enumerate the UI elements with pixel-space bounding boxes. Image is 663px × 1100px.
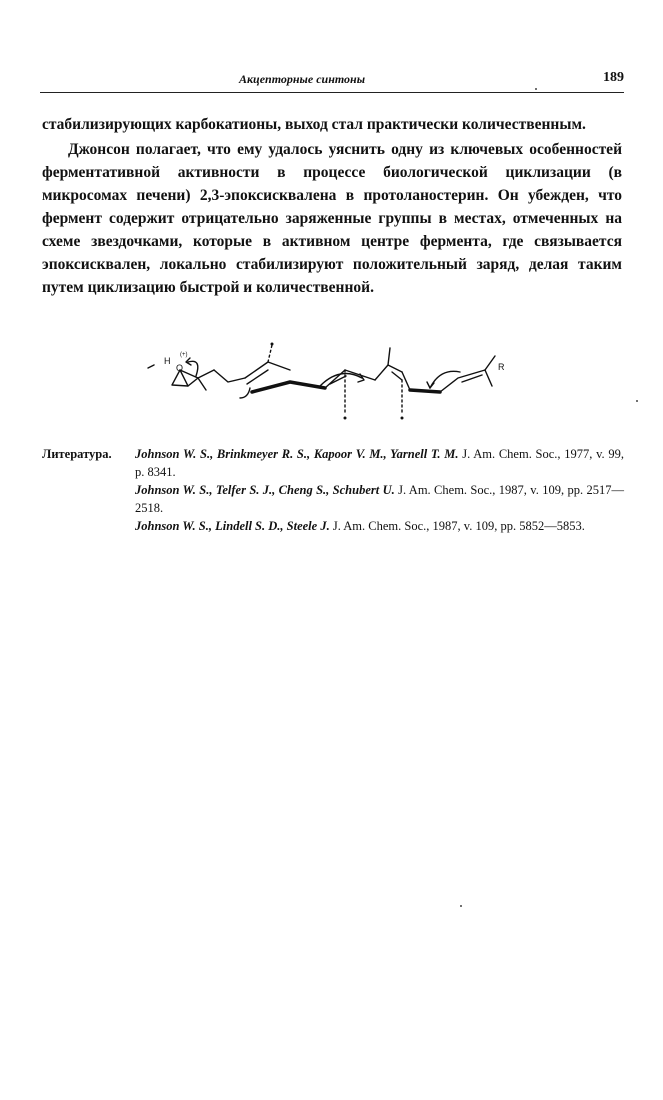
reference-item [135,517,624,535]
reference-source: J. Am. Chem. Soc., 1987, v. 109, pp. 2517—2518. [135,483,624,515]
reference-authors: Johnson W. S., Telfer S. J., Cheng S., Schubert U. [135,483,395,497]
running-title: Акцепторные синтоны [238,72,366,86]
reference-authors: Johnson W. S., Lindell S. D., Steele J. [135,519,330,533]
reference-item [135,481,624,517]
references-list [135,445,624,535]
reference-source: J. Am. Chem. Soc., 1977, v. 99, p. 8341. [135,447,625,479]
main-text [42,113,622,299]
scan-speck [460,905,462,907]
reference-source: J. Am. Chem. Soc., 1987, v. 109, pp. 5852—5853. [329,519,585,533]
charge-label: (+) [180,352,188,358]
scan-speck [535,88,537,90]
scan-speck [636,400,638,402]
hydrogen-label: H [164,356,171,366]
paragraph-1: стабилизирующих карбокатионы, выход стал практически количественным. [42,116,586,133]
reference-authors: Johnson W. S., Brinkmeyer R. S., Kapoor V. M., Yarnell T. M. [135,447,459,461]
page-number: 189 [603,70,624,85]
r-group-label: R [498,362,505,372]
references-label: Литература. [42,447,112,461]
references-section [42,445,624,535]
reference-item [135,445,624,481]
paragraph-2: Джонсон полагает, что ему удалось уяснить одну из ключевых особенностей ферментативной активности в процессе биологической циклизации (в микросомах печени) 2,3-эпоксисквалена в протоланостерин. Он убежден, что фермент содержит отрицательно заряженные группы в местах, отмеченных на схеме звездочками, которые в активном центре фермента, где связывается эпоксисквален, локально стабилизируют положительный заряд, делая таким путем циклизацию быстрой и количественной. [42,141,622,296]
cyclization-scheme [140,340,530,430]
oxygen-label: O [176,363,184,373]
